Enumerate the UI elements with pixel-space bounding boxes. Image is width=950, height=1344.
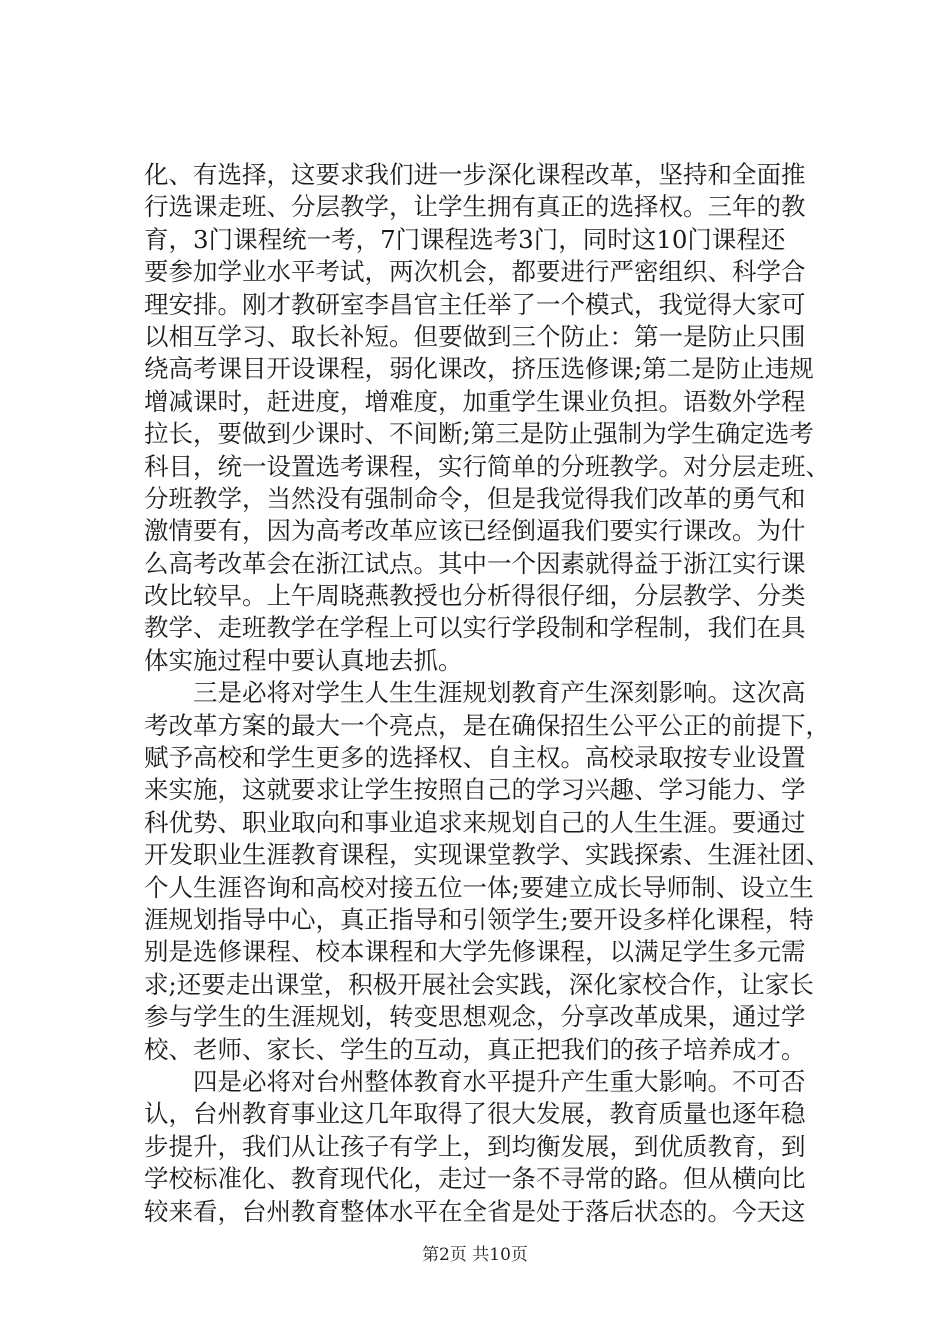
text-line: 体实施过程中要认真地去抓。 bbox=[144, 645, 463, 675]
text-line: 增减课时，赶进度，增难度，加重学生课业负担。语数外学程 bbox=[144, 386, 806, 416]
text-line: 考改革方案的最大一个亮点，是在确保招生公平公正的前提下， bbox=[144, 710, 830, 740]
text-line: 化、有选择，这要求我们进一步深化课程改革，坚持和全面推 bbox=[144, 160, 806, 189]
text-line: 涯规划指导中心，真正指导和引领学生;要开设多样化课程，特 bbox=[144, 904, 814, 934]
text-line: 拉长，要做到少课时、不间断;第三是防止强制为学生确定选考 bbox=[144, 419, 814, 449]
body-text bbox=[144, 159, 834, 1228]
text-line: 步提升，我们从让孩子有学上，到均衡发展，到优质教育，到 bbox=[144, 1131, 806, 1161]
text-line: 个人生涯咨询和高校对接五位一体;要建立成长导师制、设立生 bbox=[144, 872, 814, 902]
page-footer: 第2页 共10页 bbox=[422, 1245, 528, 1265]
text-line: 教学、走班教学在学程上可以实行学段制和学程制，我们在具 bbox=[144, 613, 806, 643]
text-line: 来实施，这就要求让学生按照自己的学习兴趣、学习能力、学 bbox=[144, 775, 806, 805]
text-line: 分班教学，当然没有强制命令，但是我觉得我们改革的勇气和 bbox=[144, 483, 806, 513]
text-line: 么高考改革会在浙江试点。其中一个因素就得益于浙江实行课 bbox=[144, 548, 806, 578]
text-line: 绕高考课目开设课程，弱化课改，挤压选修课;第二是防止违规 bbox=[144, 354, 814, 384]
text-line: 参与学生的生涯规划，转变思想观念，分享改革成果，通过学 bbox=[144, 1002, 806, 1032]
text-line: 改比较早。上午周晓燕教授也分析得很仔细，分层教学、分类 bbox=[144, 581, 806, 611]
text-line: 别是选修课程、校本课程和大学先修课程，以满足学生多元需 bbox=[144, 937, 806, 967]
text-line: 以相互学习、取长补短。但要做到三个防止：第一是防止只围 bbox=[144, 321, 806, 351]
text-line: 激情要有，因为高考改革应该已经倒逼我们要实行课改。为什 bbox=[144, 516, 806, 546]
text-line: 理安排。刚才教研室李昌官主任举了一个模式，我觉得大家可 bbox=[144, 289, 806, 319]
text-line: 求;还要走出课堂，积极开展社会实践，深化家校合作，让家长 bbox=[144, 969, 814, 999]
text-line: 要参加学业水平考试，两次机会，都要进行严密组织、科学合 bbox=[144, 257, 806, 287]
text-line: 育，3门课程统一考，7门课程选考3门，同时这10门课程还 bbox=[144, 224, 786, 254]
text-line: 赋予高校和学生更多的选择权、自主权。高校录取按专业设置 bbox=[144, 743, 806, 773]
text-line: 行选课走班、分层教学，让学生拥有真正的选择权。三年的教 bbox=[144, 192, 806, 222]
text-line: 学校标准化、教育现代化，走过一条不寻常的路。但从横向比 bbox=[144, 1164, 806, 1194]
text-line: 科优势、职业取向和事业追求来规划自己的人生生涯。要通过 bbox=[144, 807, 806, 837]
text-line: 四是必将对台州整体教育水平提升产生重大影响。不可否 bbox=[144, 1066, 806, 1096]
text-line: 科目，统一设置选考课程，实行简单的分班教学。对分层走班、 bbox=[144, 451, 830, 481]
text-line: 认，台州教育事业这几年取得了很大发展，教育质量也逐年稳 bbox=[144, 1099, 806, 1129]
text-line: 开发职业生涯教育课程，实现课堂教学、实践探索、生涯社团、 bbox=[144, 840, 830, 870]
text-line: 较来看，台州教育整体水平在全省是处于落后状态的。今天这 bbox=[144, 1196, 806, 1226]
text-line: 校、老师、家长、学生的互动，真正把我们的孩子培养成才。 bbox=[144, 1034, 806, 1064]
text-line: 三是必将对学生人生生涯规划教育产生深刻影响。这次高 bbox=[144, 678, 806, 708]
